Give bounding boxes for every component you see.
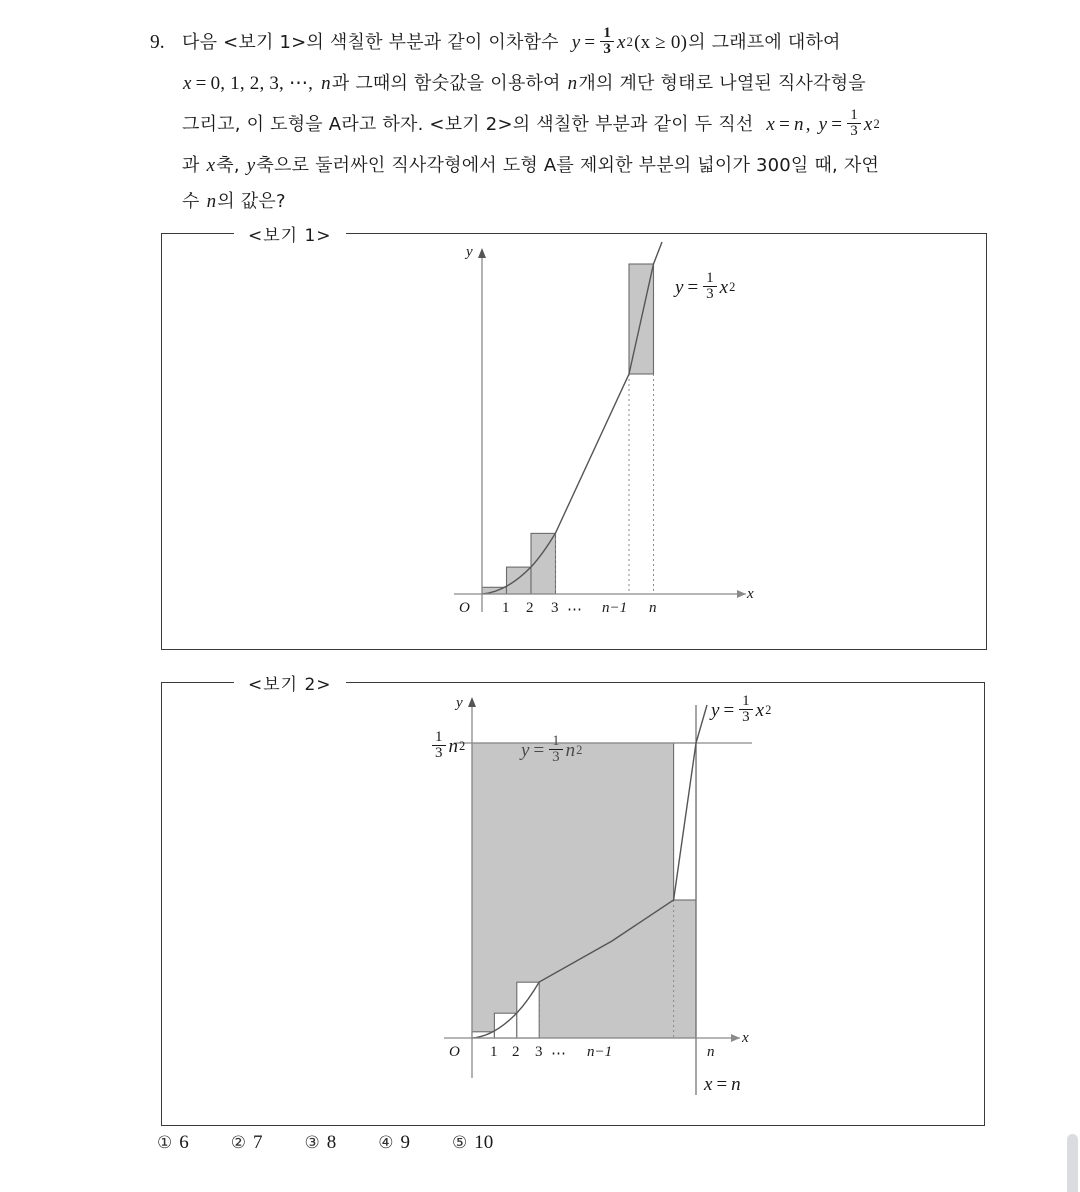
figure-1-tick-n: n xyxy=(649,600,657,616)
figure-2-y-tick-exponent: 2 xyxy=(459,739,466,754)
answer-choice-5-value: 10 xyxy=(474,1132,494,1153)
figure-2-y-tick-fraction xyxy=(432,730,446,762)
answer-choice-5[interactable] xyxy=(452,1132,493,1154)
equals-sign: = xyxy=(195,73,207,94)
figure-1-tick-3: 3 xyxy=(551,600,559,616)
figure-2-curve-label-x: x xyxy=(755,699,765,721)
figure-2-curve-label-den: 3 xyxy=(739,709,753,725)
curve-eq-x: x xyxy=(863,114,873,135)
question-line-2 xyxy=(182,63,950,104)
question-line-5-pre: 수 xyxy=(182,191,200,212)
figure-2-tick-1: 1 xyxy=(490,1044,498,1060)
answer-choice-2-marker: ② xyxy=(230,1133,246,1153)
step-rectangles-shaded xyxy=(482,264,654,594)
answer-choice-3[interactable] xyxy=(305,1132,337,1154)
figure-2-curve-label-equals: = xyxy=(723,699,735,721)
question-line-4-mid: 축, xyxy=(216,155,240,176)
figure-2-y-tick-var: n xyxy=(448,735,458,757)
figure-1-curve-label-x: x xyxy=(719,276,729,298)
figure-2-tick-n-minus-1: n−1 xyxy=(587,1044,613,1060)
question-line-2-tail: 개의 계단 형태로 나열된 직사각형을 xyxy=(578,73,866,94)
x-values-sequence: 0, 1, 2, 3, ⋯, xyxy=(210,73,314,94)
answer-choice-3-value: 8 xyxy=(326,1132,337,1153)
figure-2-curve-label-exponent: 2 xyxy=(765,703,772,718)
fraction-one-third-2 xyxy=(847,108,861,140)
figure-2-label: <보기 2> xyxy=(234,670,346,695)
curve-eq-equals: = xyxy=(831,114,843,135)
question-block xyxy=(150,22,950,218)
axis-var-x: x xyxy=(206,155,216,176)
figure-1-origin-label: O xyxy=(459,600,470,616)
figure-2-tick-2: 2 xyxy=(512,1044,520,1060)
formula-x-exponent: 2 xyxy=(626,35,634,49)
figure-1-tick-n-minus-1: n−1 xyxy=(602,600,628,616)
answer-choice-2-value: 7 xyxy=(253,1132,263,1153)
formula-y: y xyxy=(571,32,581,53)
question-line-4-pre: 과 xyxy=(182,155,200,176)
question-line-1-text: 다음 <보기 1>의 색칠한 부분과 같이 이차함수 xyxy=(182,32,559,53)
figure-2-vline-label-equals: = xyxy=(716,1074,728,1095)
question-line-3-text: 그리고, 이 도형을 A라고 하자. <보기 2>의 색칠한 부분과 같이 두 직선 xyxy=(182,114,754,135)
answer-choice-4-marker: ④ xyxy=(378,1133,394,1153)
answer-choice-4[interactable] xyxy=(378,1132,410,1154)
dotted-guides xyxy=(556,374,654,594)
figure-2-hline-label-var: n xyxy=(565,739,576,761)
figure-1-curve-label-fraction xyxy=(703,271,717,303)
question-line-1 xyxy=(182,22,950,63)
figure-1-box xyxy=(161,226,987,650)
figure-2-curve-label-y: y xyxy=(711,699,720,721)
figure-1-x-axis-label: x xyxy=(747,586,754,602)
figure-2-y-tick-den: 3 xyxy=(432,745,446,761)
answer-choice-2[interactable] xyxy=(231,1132,263,1154)
var-x: x xyxy=(183,73,192,94)
figure-1-curve-label-num: 1 xyxy=(706,270,714,286)
curve-eq-y: y xyxy=(818,114,828,135)
formula-x: x xyxy=(617,32,626,53)
figure-2-vline-label-x: x xyxy=(704,1074,713,1095)
figure-1-label: <보기 1> xyxy=(234,221,346,246)
figure-1-tick-ellipsis: ⋯ xyxy=(567,602,584,618)
fraction-numerator: 1 xyxy=(603,24,612,41)
figure-2-vline-label xyxy=(703,1074,742,1096)
formula-domain-condition: (x ≥ 0) xyxy=(634,32,688,53)
figure-2-y-axis-label: y xyxy=(456,695,463,711)
var-n: n xyxy=(321,73,331,94)
axis-var-y: y xyxy=(246,155,256,176)
figure-2-hline-label xyxy=(520,735,582,767)
figure-2-curve-label-fraction xyxy=(739,694,753,726)
line-eq-x: x xyxy=(766,114,776,135)
answer-var-n: n xyxy=(206,191,217,212)
figure-1-curve-label-den: 3 xyxy=(703,286,717,302)
line-eq-equals: = xyxy=(779,114,790,135)
var-n-2: n xyxy=(567,73,578,94)
figure-2-hline-label-equals: = xyxy=(533,739,545,761)
fraction-denominator: 3 xyxy=(600,41,614,57)
question-line-5 xyxy=(182,186,950,218)
y-axis-arrow xyxy=(478,248,486,258)
question-line-4-tail: 축으로 둘러싸인 직사각형에서 도형 A를 제외한 부분의 넓이가 300일 때, 자연 xyxy=(256,155,880,176)
question-line-2-mid: 과 그때의 함숫값을 이용하여 xyxy=(331,73,561,94)
figure-2-hline-label-num: 1 xyxy=(552,733,560,749)
figure-2-tick-3: 3 xyxy=(535,1044,543,1060)
figure-2-curve-label xyxy=(710,695,771,727)
scrollbar-track[interactable] xyxy=(1065,0,1080,1192)
figure-1-y-axis-label: y xyxy=(466,244,473,260)
figure-1-tick-2: 2 xyxy=(526,600,534,616)
question-line-1-tail: 의 그래프에 대하여 xyxy=(688,32,841,53)
question-line-5-tail: 의 값은? xyxy=(217,191,286,212)
x-axis-arrow xyxy=(737,590,746,598)
answer-choice-1-value: 6 xyxy=(179,1132,189,1153)
figure-1-tick-1: 1 xyxy=(502,600,510,616)
figure-1-curve-label-y: y xyxy=(675,276,684,298)
figure-1-curve-label-equals: = xyxy=(687,276,699,298)
figure-2-origin-label: O xyxy=(449,1044,460,1060)
answer-choice-1[interactable] xyxy=(157,1132,189,1154)
formula-equals: = xyxy=(584,32,596,53)
answer-choice-5-marker: ⑤ xyxy=(452,1133,468,1153)
answer-choices xyxy=(157,1132,535,1154)
answer-choice-3-marker: ③ xyxy=(304,1133,320,1153)
figure-1-curve-label-exponent: 2 xyxy=(729,280,736,295)
answer-choice-4-value: 9 xyxy=(400,1132,410,1153)
figure-2-vline-label-n: n xyxy=(731,1074,741,1095)
bounding-rectangle-shaded xyxy=(472,743,696,1038)
figure-2-hline-label-den: 3 xyxy=(549,749,563,765)
x-axis-arrow-2 xyxy=(731,1034,740,1042)
figure-2-curve-label-num: 1 xyxy=(742,693,750,709)
figure-2-hline-label-exponent: 2 xyxy=(576,743,583,758)
figure-2-tick-n: n xyxy=(707,1044,715,1060)
answer-choice-1-marker: ① xyxy=(157,1133,173,1153)
line-eq-n: n xyxy=(793,114,804,135)
fraction-denominator-2: 3 xyxy=(847,123,861,139)
figure-2-x-axis-label: x xyxy=(742,1030,749,1046)
fraction-numerator-2: 1 xyxy=(850,106,858,123)
figure-1-graph xyxy=(162,234,988,649)
figure-2-hline-label-y: y xyxy=(521,739,530,761)
fraction-one-third xyxy=(600,26,614,58)
figure-2-box xyxy=(161,675,985,1126)
figure-2-tick-ellipsis: ⋯ xyxy=(551,1046,568,1062)
question-line-4 xyxy=(182,145,950,186)
curve-eq-exponent: 2 xyxy=(873,117,880,131)
question-line-3 xyxy=(182,104,950,145)
comma-separator: , xyxy=(805,114,811,135)
figure-2-y-tick-num: 1 xyxy=(435,729,443,745)
question-number: 9. xyxy=(150,32,165,53)
figure-2-y-tick-label xyxy=(430,731,465,763)
figure-2-hline-label-fraction xyxy=(549,734,563,766)
y-axis-arrow-2 xyxy=(468,697,476,707)
scrollbar-thumb[interactable] xyxy=(1067,1134,1078,1192)
figure-1-curve-label xyxy=(674,272,735,304)
